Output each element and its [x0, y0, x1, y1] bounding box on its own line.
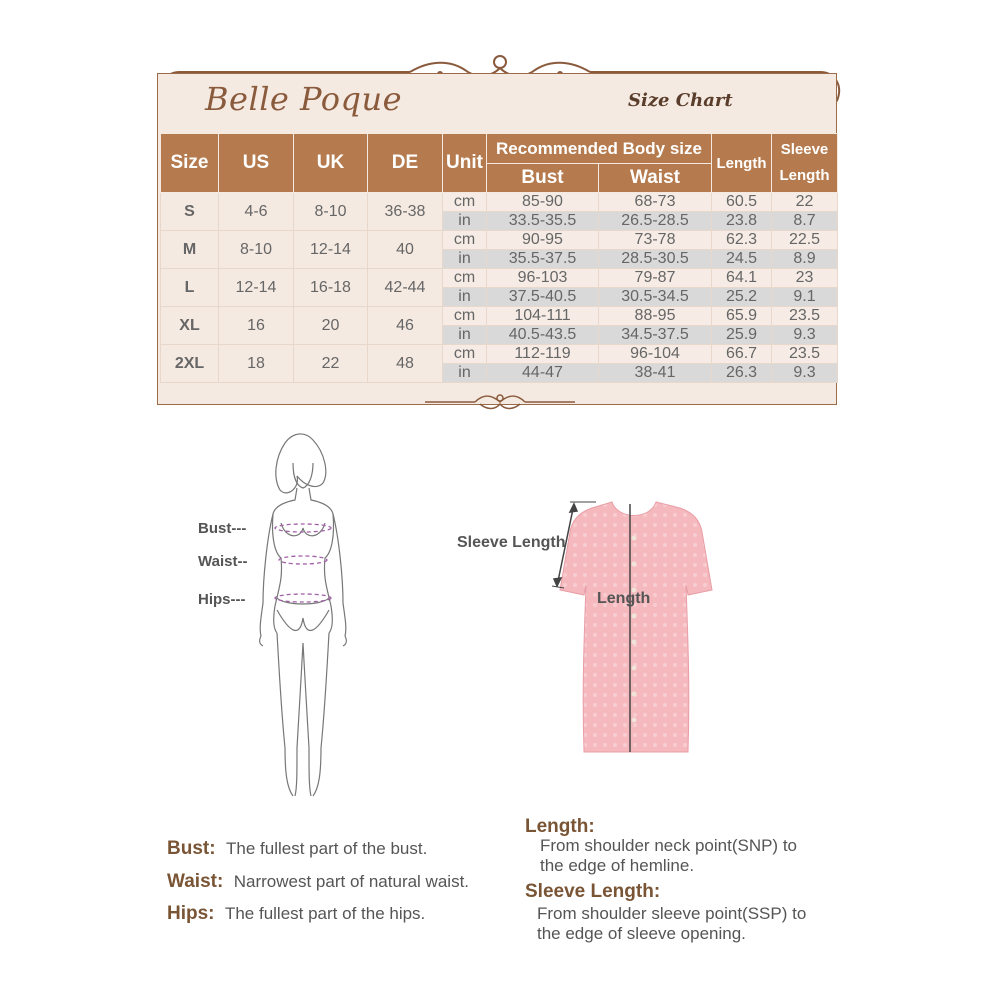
chart-title: Size Chart — [628, 90, 733, 111]
uk-cell: 22 — [294, 345, 368, 383]
unit-cell: in — [443, 326, 487, 345]
unit-cell: in — [443, 364, 487, 383]
definition-bust — [167, 838, 427, 860]
unit-cell: cm — [443, 269, 487, 288]
us-cell: 16 — [219, 307, 294, 345]
figure-label-hips: Hips--- — [198, 591, 246, 608]
bust-cell: 90-95 — [487, 231, 599, 250]
definition-sleeve-line-2: the edge of sleeve opening. — [537, 924, 746, 943]
bust-cell: 112-119 — [487, 345, 599, 364]
body-figure — [245, 428, 365, 808]
definition-length-line-2: the edge of hemline. — [540, 856, 695, 875]
bust-cell: 40.5-43.5 — [487, 326, 599, 345]
waist-cell: 79-87 — [599, 269, 712, 288]
bust-cell: 44-47 — [487, 364, 599, 383]
header-bust: Bust — [487, 164, 599, 193]
sleeve-cell: 9.3 — [772, 364, 838, 383]
header-size: Size — [161, 134, 219, 193]
header-sleeve-length — [772, 134, 838, 193]
sleeve-cell: 23 — [772, 269, 838, 288]
size-cell: 2XL — [161, 345, 219, 383]
uk-cell: 8-10 — [294, 193, 368, 231]
sleeve-cell: 9.1 — [772, 288, 838, 307]
definition-length-heading: Length: — [525, 816, 595, 837]
de-cell: 42-44 — [368, 269, 443, 307]
size-table — [160, 133, 838, 383]
hair — [276, 434, 326, 493]
waist-cell: 34.5-37.5 — [599, 326, 712, 345]
length-cell: 25.9 — [712, 326, 772, 345]
definition-length-line-1: From shoulder neck point(SNP) to — [540, 836, 797, 855]
definition-bust-text: The fullest part of the bust. — [226, 839, 428, 858]
definition-length-text — [540, 836, 797, 876]
header-us: US — [219, 134, 294, 193]
bust-cell: 104-111 — [487, 307, 599, 326]
table-row — [161, 269, 838, 288]
garment-illustration — [540, 490, 720, 760]
unit-cell: cm — [443, 345, 487, 364]
table-row — [161, 307, 838, 326]
size-cell: S — [161, 193, 219, 231]
length-cell: 66.7 — [712, 345, 772, 364]
waist-cell: 68-73 — [599, 193, 712, 212]
sleeve-cell: 22.5 — [772, 231, 838, 250]
waist-cell: 26.5-28.5 — [599, 212, 712, 231]
length-cell: 65.9 — [712, 307, 772, 326]
size-cell: L — [161, 269, 219, 307]
de-cell: 36-38 — [368, 193, 443, 231]
definition-hips-text: The fullest part of the hips. — [224, 904, 426, 923]
length-cell: 25.2 — [712, 288, 772, 307]
bust-cell: 33.5-35.5 — [487, 212, 599, 231]
length-cell: 60.5 — [712, 193, 772, 212]
uk-cell: 12-14 — [294, 231, 368, 269]
bottom-ornament — [425, 392, 575, 412]
length-cell: 24.5 — [712, 250, 772, 269]
us-cell: 12-14 — [219, 269, 294, 307]
garment-label-sleeve-length: Sleeve Length — [457, 534, 566, 551]
us-cell: 8-10 — [219, 231, 294, 269]
de-cell: 48 — [368, 345, 443, 383]
length-cell: 23.8 — [712, 212, 772, 231]
waist-cell: 38-41 — [599, 364, 712, 383]
waist-cell: 30.5-34.5 — [599, 288, 712, 307]
waist-cell: 28.5-30.5 — [599, 250, 712, 269]
header-de: DE — [368, 134, 443, 193]
definition-hips — [167, 903, 425, 925]
sleeve-cell: 23.5 — [772, 307, 838, 326]
bust-cell: 96-103 — [487, 269, 599, 288]
definition-waist-text: Narrowest part of natural waist. — [233, 872, 470, 891]
header-uk: UK — [294, 134, 368, 193]
sleeve-cell: 8.7 — [772, 212, 838, 231]
definition-waist — [167, 871, 469, 893]
definition-sleeve-line-1: From shoulder sleeve point(SSP) to — [537, 904, 807, 923]
sleeve-cell: 22 — [772, 193, 838, 212]
header-unit: Unit — [443, 134, 487, 193]
table-row — [161, 345, 838, 364]
bust-cell: 85-90 — [487, 193, 599, 212]
us-cell: 4-6 — [219, 193, 294, 231]
definition-sleeve-heading: Sleeve Length: — [525, 881, 661, 902]
waist-cell: 96-104 — [599, 345, 712, 364]
unit-cell: in — [443, 288, 487, 307]
size-cell: XL — [161, 307, 219, 345]
table-row — [161, 231, 838, 250]
uk-cell: 20 — [294, 307, 368, 345]
unit-cell: cm — [443, 231, 487, 250]
definition-waist-heading: Waist: — [167, 871, 224, 892]
header-length: Length — [712, 134, 772, 193]
definition-bust-heading: Bust: — [167, 838, 216, 859]
definition-hips-heading: Hips: — [167, 903, 215, 924]
sleeve-cell: 23.5 — [772, 345, 838, 364]
garment-label-length: Length — [597, 590, 651, 607]
size-cell: M — [161, 231, 219, 269]
waist-cell: 88-95 — [599, 307, 712, 326]
length-cell: 62.3 — [712, 231, 772, 250]
table-row — [161, 193, 838, 212]
header-sleeve: Sleeve — [780, 141, 829, 158]
figure-label-waist: Waist-- — [198, 553, 248, 570]
de-cell: 40 — [368, 231, 443, 269]
legs — [277, 633, 293, 796]
sleeve-cell: 8.9 — [772, 250, 838, 269]
us-cell: 18 — [219, 345, 294, 383]
sleeve-cell: 9.3 — [772, 326, 838, 345]
uk-cell: 16-18 — [294, 269, 368, 307]
header-sleeve-2: Length — [779, 167, 830, 184]
brand-logo: Belle Poque — [205, 80, 403, 118]
unit-cell: in — [443, 250, 487, 269]
unit-cell: cm — [443, 307, 487, 326]
waist-cell: 73-78 — [599, 231, 712, 250]
unit-cell: cm — [443, 193, 487, 212]
header-waist: Waist — [599, 164, 712, 193]
figure-label-bust: Bust--- — [198, 520, 247, 537]
length-cell: 26.3 — [712, 364, 772, 383]
length-cell: 64.1 — [712, 269, 772, 288]
bust-cell: 35.5-37.5 — [487, 250, 599, 269]
definition-sleeve-text — [537, 904, 806, 944]
unit-cell: in — [443, 212, 487, 231]
bust-cell: 37.5-40.5 — [487, 288, 599, 307]
de-cell: 46 — [368, 307, 443, 345]
header-body-size: Recommended Body size — [487, 134, 712, 164]
